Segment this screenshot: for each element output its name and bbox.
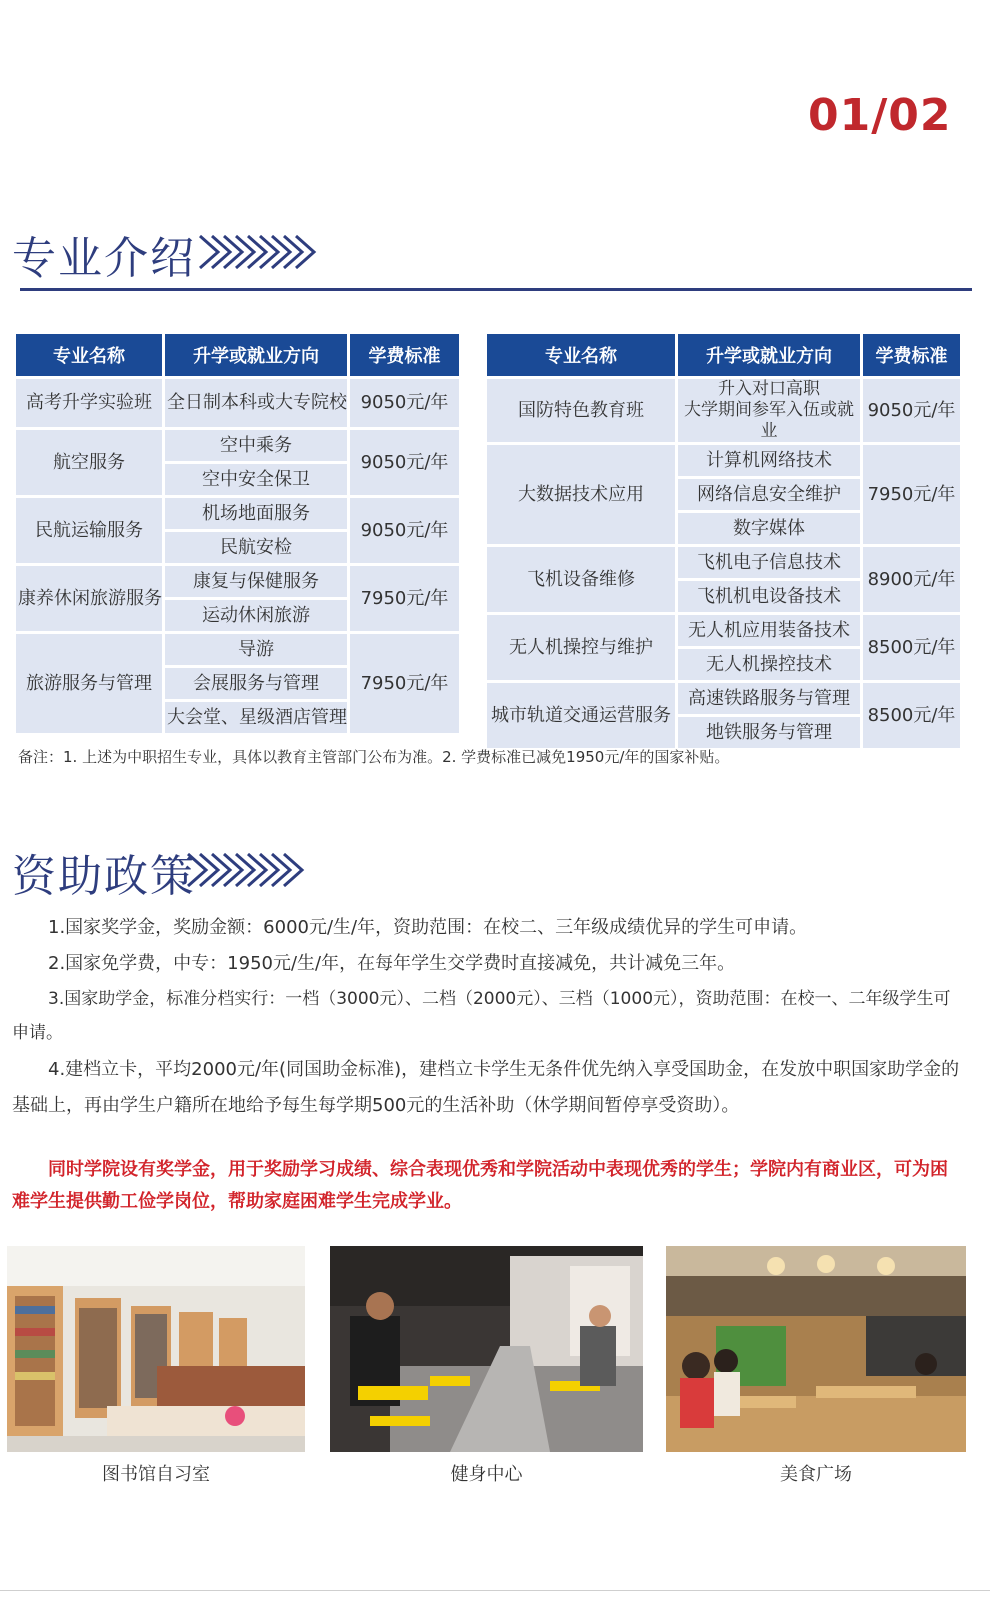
major-fee: 9050元/年 — [350, 379, 459, 427]
food-court-photo — [666, 1246, 966, 1452]
aid-paragraph-3: 3.国家助学金，标准分档实行：一档（3000元）、二档（2000元）、三档（1000元），资助范围：在校一、二年级学生可申请。 — [12, 989, 951, 1043]
major-direction: 导游 — [165, 634, 347, 665]
header-fee: 学费标准 — [350, 334, 459, 376]
major-fee: 9050元/年 — [350, 430, 459, 495]
table-row — [487, 379, 960, 442]
major-direction: 地铁服务与管理 — [678, 717, 860, 748]
table-row — [16, 566, 459, 597]
aid-paragraph-2: 2.国家免学费，中专：1950元/生/年，在每年学生交学费时直接减免，共计减免三年。 — [48, 953, 736, 974]
major-fee: 7950元/年 — [863, 445, 960, 544]
table-note: 备注：1. 上述为中职招生专业，具体以教育主管部门公布为准。2. 学费标准已减免1950元/年的国家补贴。 — [18, 748, 730, 766]
header-direction: 升学或就业方向 — [678, 334, 860, 376]
major-fee: 9050元/年 — [863, 379, 960, 442]
major-direction: 飞机机电设备技术 — [678, 581, 860, 612]
table-row — [487, 547, 960, 578]
major-name: 高考升学实验班 — [16, 379, 162, 427]
major-fee: 7950元/年 — [350, 634, 459, 733]
major-name: 无人机操控与维护 — [487, 615, 675, 680]
aid-paragraph-4: 4.建档立卡，平均2000元/年(同国助金标准)，建档立卡学生无条件优先纳入享受国助金，在发放中职国家助学金的基础上，再由学生户籍所在地给予每生每学期500元的生活补助（休学期间暂停享受资助）。 — [12, 1059, 960, 1116]
header-direction: 升学或就业方向 — [165, 334, 347, 376]
header-major-name: 专业名称 — [16, 334, 162, 376]
major-direction: 无人机操控技术 — [678, 649, 860, 680]
header-fee: 学费标准 — [863, 334, 960, 376]
library-photo — [7, 1246, 305, 1452]
table-row — [16, 498, 459, 529]
major-fee: 9050元/年 — [350, 498, 459, 563]
table-row — [487, 445, 960, 476]
table-row — [16, 379, 459, 427]
major-direction: 空中乘务 — [165, 430, 347, 461]
page-bottom-divider — [0, 1590, 990, 1591]
table-row — [487, 683, 960, 714]
major-fee: 8900元/年 — [863, 547, 960, 612]
header-major-name: 专业名称 — [487, 334, 675, 376]
table-row — [16, 634, 459, 665]
major-fee: 7950元/年 — [350, 566, 459, 631]
major-name: 城市轨道交通运营服务 — [487, 683, 675, 748]
major-name: 大数据技术应用 — [487, 445, 675, 544]
major-fee: 8500元/年 — [863, 615, 960, 680]
major-name: 康养休闲旅游服务 — [16, 566, 162, 631]
scholarship-highlight: 同时学院设有奖学金，用于奖励学习成绩、综合表现优秀和学院活动中表现优秀的学生；学院内有商业区，可为困难学生提供勤工俭学岗位，帮助家庭困难学生完成学业。 — [12, 1159, 948, 1212]
major-direction: 高速铁路服务与管理 — [678, 683, 860, 714]
major-direction: 空中安全保卫 — [165, 464, 347, 495]
major-name: 飞机设备维修 — [487, 547, 675, 612]
major-name: 旅游服务与管理 — [16, 634, 162, 733]
major-name: 国防特色教育班 — [487, 379, 675, 442]
major-direction: 网络信息安全维护 — [678, 479, 860, 510]
major-direction: 机场地面服务 — [165, 498, 347, 529]
section-divider — [20, 288, 972, 291]
majors-section-title: 专业介绍 — [12, 233, 196, 284]
major-direction: 民航安检 — [165, 532, 347, 563]
major-direction: 升入对口高职 大学期间参军入伍或就业 — [678, 379, 860, 442]
page-number: 01/02 — [808, 90, 952, 141]
food-court-caption: 美食广场 — [780, 1464, 852, 1485]
major-direction: 会展服务与管理 — [165, 668, 347, 699]
major-fee: 8500元/年 — [863, 683, 960, 748]
majors-table-left — [13, 331, 462, 736]
major-direction: 飞机电子信息技术 — [678, 547, 860, 578]
majors-table-right — [484, 331, 963, 751]
major-direction: 计算机网络技术 — [678, 445, 860, 476]
gym-caption: 健身中心 — [450, 1464, 523, 1485]
table-row — [487, 615, 960, 646]
chevron-arrows-icon — [198, 232, 324, 272]
major-name: 航空服务 — [16, 430, 162, 495]
major-name: 民航运输服务 — [16, 498, 162, 563]
aid-paragraph-1: 1.国家奖学金，奖励金额：6000元/生/年，资助范围：在校二、三年级成绩优异的学生可申请。 — [48, 917, 808, 938]
major-direction: 数字媒体 — [678, 513, 860, 544]
major-direction: 无人机应用装备技术 — [678, 615, 860, 646]
major-direction: 大会堂、星级酒店管理 — [165, 702, 347, 733]
major-direction: 全日制本科或大专院校 — [165, 379, 347, 427]
gym-photo — [330, 1246, 643, 1452]
major-direction: 运动休闲旅游 — [165, 600, 347, 631]
aid-section-title: 资助政策 — [12, 851, 196, 902]
major-direction: 康复与保健服务 — [165, 566, 347, 597]
library-caption: 图书馆自习室 — [102, 1464, 210, 1485]
table-row — [16, 430, 459, 461]
chevron-arrows-icon — [186, 850, 312, 890]
